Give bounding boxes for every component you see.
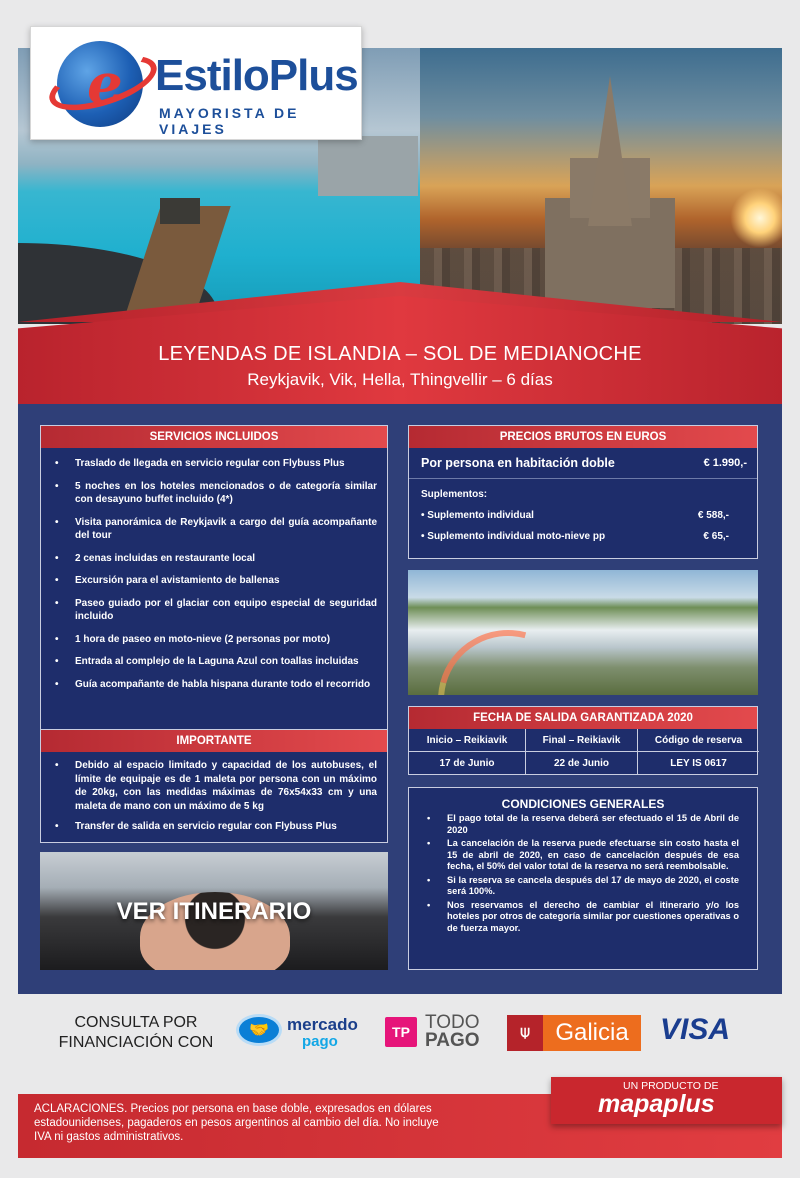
galicia-emblem-icon: ⍦ [507, 1015, 543, 1051]
mercadopago-logo-line2: pago [302, 1033, 338, 1050]
list-item: • Transfer de salida en servicio regular con Flybuss Plus [41, 820, 387, 834]
services-panel [40, 425, 388, 730]
view-itinerary-button[interactable]: VER ITINERARIO [116, 898, 312, 925]
mercadopago-logo-line1: mercado [287, 1015, 358, 1034]
list-item: • Debido al espacio limitado y capacidad de los autobuses, el límite de equipaje es de 1 maleta por persona con un máximo de 20kg, con las medidas máximas de 76x54x33 cm y una maleta de mano con un máximo de 5 kg [41, 759, 387, 813]
product-of-label: UN PRODUCTO DE [623, 1080, 719, 1092]
list-item: • 2 cenas incluidas en restaurante local [41, 552, 387, 566]
hallgrimskirkja-photo [420, 48, 782, 324]
list-item: • Visita panorámica de Reykjavik a cargo del guía acompañante del tour [41, 516, 387, 543]
supplements-title: Suplementos: [421, 489, 488, 500]
gullfoss-waterfall-photo [408, 570, 758, 695]
conditions-heading: CONDICIONES GENERALES [501, 797, 665, 811]
visa-logo: VISA [660, 1013, 731, 1046]
mapaplus-logo: mapaplus [598, 1090, 715, 1118]
conditions-list [409, 813, 757, 934]
supplement-label: • Suplemento individual [421, 510, 534, 521]
services-list [41, 457, 387, 691]
supplement-value: € 65,- [703, 531, 729, 542]
table-cell: LEY IS 0617 [670, 758, 727, 769]
rainbow [412, 604, 603, 695]
itinerary-banner[interactable] [40, 852, 388, 970]
table-cell: 17 de Junio [409, 752, 526, 775]
brand-logo-card[interactable] [30, 26, 362, 140]
price-main-label: Por persona en habitación doble [421, 456, 615, 470]
supplement-row [409, 525, 757, 546]
price-main-value: € 1.990,- [703, 457, 747, 469]
list-item: • 5 noches en los hoteles mencionados o de categoría similar con desayuno buffet incluido (4*) [41, 480, 387, 507]
pier-hut [160, 198, 200, 224]
list-item: • Nos reservamos el derecho de cambiar el itinerario y/o los hoteles por otros de categoría similar por cuestiones operativas o de fuerza mayor. [409, 900, 757, 935]
list-item: • Excursión para el avistamiento de ballenas [41, 574, 387, 588]
supplement-value: € 588,- [697, 510, 729, 521]
church-spire [588, 76, 632, 226]
list-item: • El pago total de la reserva deberá ser efectuado el 15 de Abril de 2020 [409, 813, 757, 836]
list-item: • Traslado de llegada en servicio regular con Flybuss Plus [41, 457, 387, 471]
list-item: • 1 hora de paseo en moto-nieve (2 personas por moto) [41, 633, 387, 647]
list-item: • La cancelación de la reserva puede efectuarse sin costo hasta el 15 de abril de 2020, en caso de cancelación después de esa fecha, el 50% del valor total de la reserva no será reembolsable. [409, 838, 757, 873]
table-header-cell: Código de reserva [638, 729, 759, 752]
galicia-logo: Galicia [543, 1015, 641, 1051]
page-title: LEYENDAS DE ISLANDIA – SOL DE MEDIANOCHE [158, 343, 642, 365]
e-mark-icon: e [87, 51, 123, 117]
todopago-logo-line1: TODO [425, 1012, 480, 1033]
departure-heading: FECHA DE SALIDA GARANTIZADA 2020 [409, 707, 757, 729]
financing-text-line2: FINANCIACIÓN CON [58, 1034, 214, 1051]
list-item: • Paseo guiado por el glaciar con equipo especial de seguridad incluido [41, 597, 387, 624]
geothermal-plant [318, 136, 418, 196]
departure-panel [408, 706, 758, 775]
prices-panel [408, 425, 758, 559]
page-bottom-margin [0, 1158, 800, 1178]
handshake-icon: 🤝 [236, 1014, 282, 1046]
supplement-label: • Suplemento individual moto-nieve pp [421, 531, 606, 542]
todopago-logo-line2: PAGO [425, 1030, 480, 1051]
todopago-mark-icon: TP [385, 1017, 417, 1047]
list-item: • Entrada al complejo de la Laguna Azul con toallas incluidas [41, 655, 387, 669]
price-row-main [409, 448, 757, 479]
list-item: • Guía acompañante de habla hispana durante todo el recorrido [41, 678, 387, 692]
prices-heading: PRECIOS BRUTOS EN EUROS [409, 426, 757, 448]
important-panel [40, 730, 388, 843]
supplement-row [409, 504, 757, 525]
conditions-panel [408, 787, 758, 970]
clarifications-text: ACLARACIONES. Precios por persona en base doble, expresados en dólares estadounidenses, pagaderos en pesos argentinos al cambio del día. No incluye IVA ni gastos administrativos. [34, 1103, 439, 1143]
list-item: • Si la reserva se cancela después del 17 de mayo de 2020, el coste será 100%. [409, 875, 757, 898]
brand-tagline: MAYORISTA DE VIAJES [159, 105, 300, 137]
brand-name: EstiloPlus [155, 51, 358, 100]
table-header-cell: Inicio – Reikiavik [409, 729, 526, 752]
financing-text-line1: CONSULTA POR [74, 1014, 198, 1031]
important-heading: IMPORTANTE [41, 730, 387, 752]
page-subtitle: Reykjavik, Vik, Hella, Thingvellir – 6 días [247, 370, 553, 389]
table-cell: 22 de Junio [526, 752, 638, 775]
sunset-sun [730, 188, 782, 248]
important-list [41, 759, 387, 834]
financing-text [44, 1013, 228, 1053]
table-header-cell: Final – Reikiavik [526, 729, 638, 752]
services-heading: SERVICIOS INCLUIDOS [41, 426, 387, 448]
departure-table [409, 729, 757, 775]
